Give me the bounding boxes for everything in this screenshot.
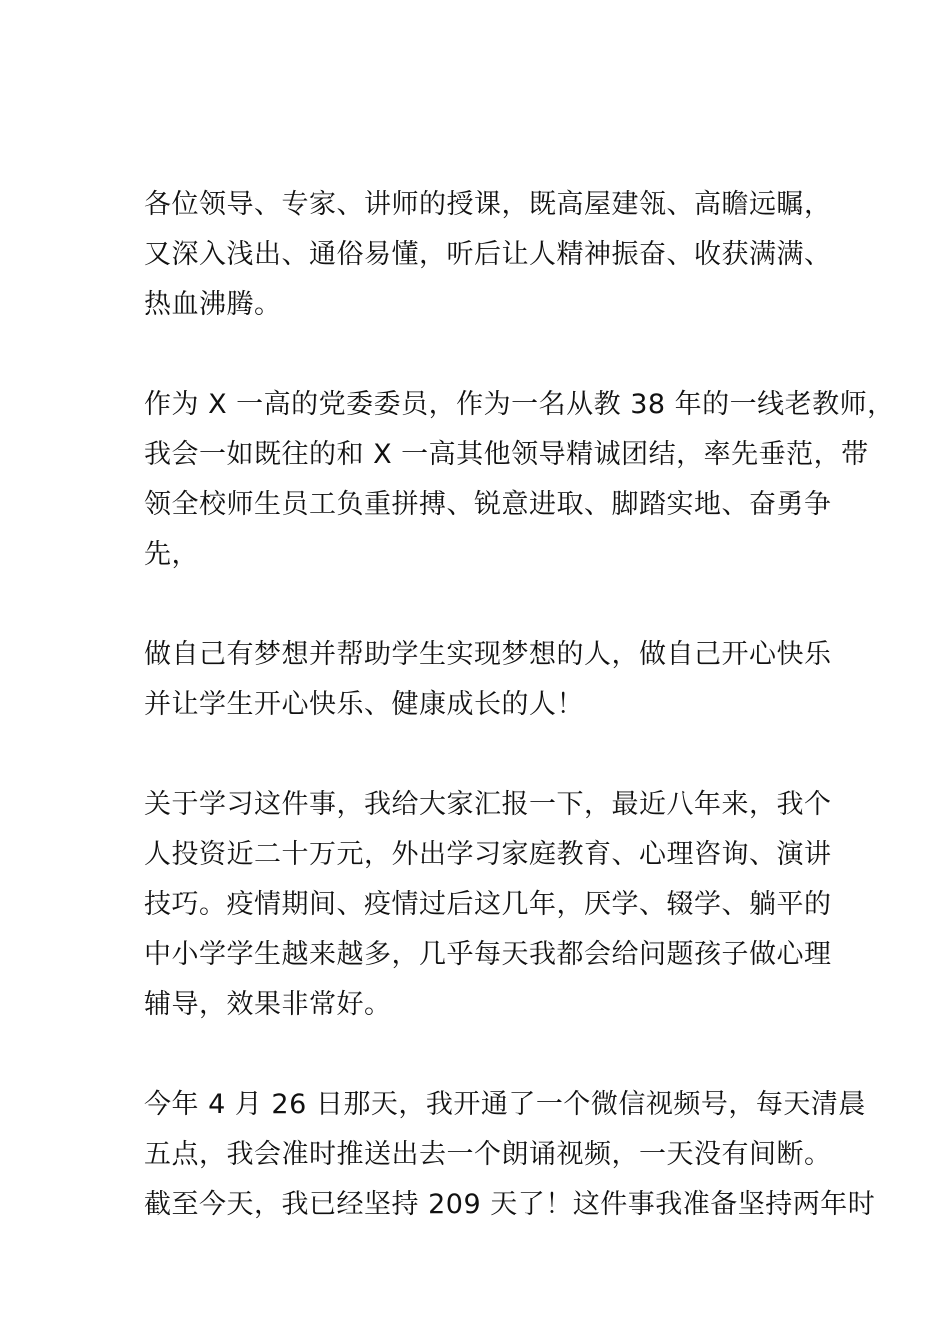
text-line: 作为 X 一高的党委委员，作为一名从教 38 年的一线老教师， xyxy=(144,389,895,420)
paragraph-4 xyxy=(144,780,834,1030)
paragraph-2 xyxy=(144,380,895,580)
text-line: 关于学习这件事，我给大家汇报一下，最近八年来，我个 xyxy=(144,789,832,820)
text-line: 中小学学生越来越多，几乎每天我都会给问题孩子做心理 xyxy=(144,939,832,970)
text-line: 我会一如既往的和 X 一高其他领导精诚团结，率先垂范，带 xyxy=(144,439,869,470)
document-body xyxy=(144,180,895,1280)
text-line: 人投资近二十万元，外出学习家庭教育、心理咨询、演讲 xyxy=(144,839,832,870)
text-line: 又深入浅出、通俗易懂，听后让人精神振奋、收获满满、 xyxy=(144,239,832,270)
text-line: 热血沸腾。 xyxy=(144,289,282,320)
text-line: 辅导，效果非常好。 xyxy=(144,989,392,1020)
text-line: 截至今天，我已经坚持 209 天了！这件事我准备坚持两年时 xyxy=(144,1189,876,1220)
paragraph-1 xyxy=(144,180,834,330)
text-line: 五点，我会准时推送出去一个朗诵视频，一天没有间断。 xyxy=(144,1139,832,1170)
text-line: 技巧。疫情期间、疫情过后这几年，厌学、辍学、躺平的 xyxy=(144,889,832,920)
text-line: 各位领导、专家、讲师的授课，既高屋建瓴、高瞻远瞩， xyxy=(144,189,832,220)
text-line: 领全校师生员工负重拼搏、锐意进取、脚踏实地、奋勇争 xyxy=(144,489,832,520)
text-line: 做自己有梦想并帮助学生实现梦想的人，做自己开心快乐 xyxy=(144,639,832,670)
text-line: 并让学生开心快乐、健康成长的人！ xyxy=(144,689,584,720)
text-line: 先， xyxy=(144,539,199,570)
text-line: 今年 4 月 26 日那天，我开通了一个微信视频号，每天清晨 xyxy=(144,1089,866,1120)
paragraph-3 xyxy=(144,630,834,730)
paragraph-5 xyxy=(144,1080,876,1230)
